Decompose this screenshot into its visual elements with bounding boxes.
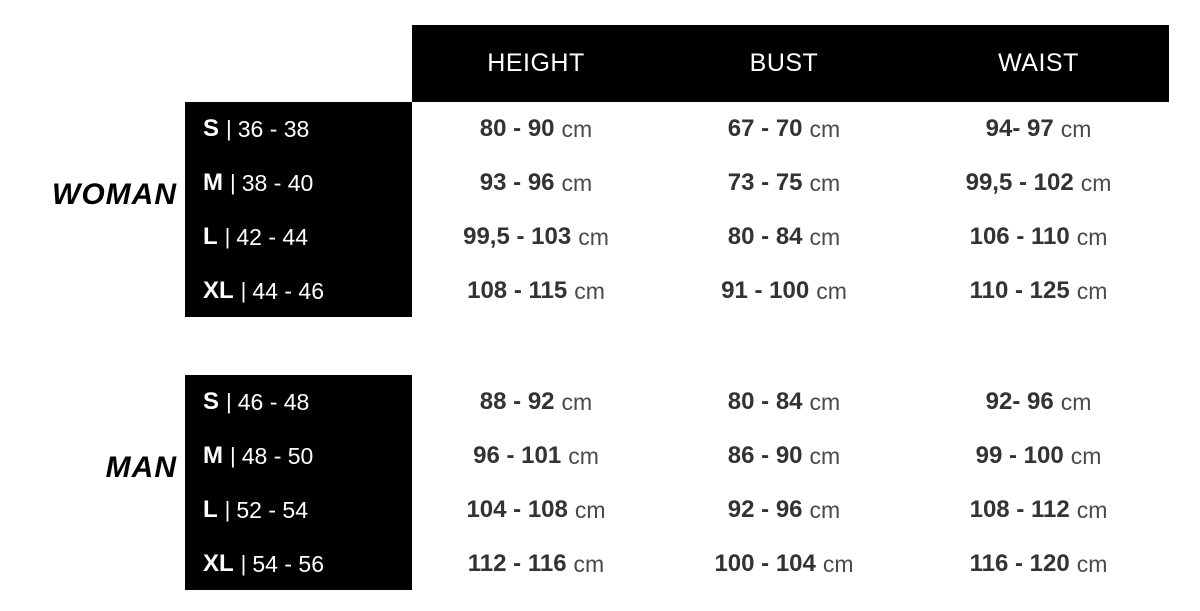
column-header-height: HEIGHT [487, 49, 585, 77]
column-header-bust: BUST [749, 49, 819, 77]
unit-label: cm [809, 496, 841, 523]
size-range: 42 - 44 [236, 223, 308, 250]
table-row [0, 429, 1200, 483]
size-code: XL [203, 277, 234, 304]
bust-value: 80 - 84 [727, 388, 803, 415]
size-code: XL [203, 550, 234, 577]
bust-cell [660, 156, 908, 210]
size-range: 48 - 50 [241, 442, 314, 469]
size-range: 36 - 38 [237, 115, 310, 142]
height-value: 99,5 - 103 [463, 223, 572, 250]
size-code: L [203, 496, 218, 523]
size-separator: | [224, 497, 231, 522]
size-code: L [203, 223, 218, 250]
size-range: 44 - 46 [252, 277, 324, 304]
size-range: 38 - 40 [241, 169, 314, 196]
waist-value: 106 - 110 [969, 223, 1070, 250]
bust-cell [660, 429, 908, 483]
height-cell [412, 102, 660, 156]
unit-label: cm [561, 115, 593, 142]
size-separator: | [226, 116, 232, 141]
waist-cell [908, 483, 1169, 537]
unit-label: cm [568, 442, 599, 469]
size-separator: | [226, 389, 232, 414]
height-value: 108 - 115 [467, 277, 568, 304]
size-code: S [203, 115, 220, 142]
size-separator: | [240, 551, 247, 576]
unit-label: cm [809, 169, 841, 196]
unit-label: cm [1076, 223, 1108, 250]
size-code: S [203, 388, 220, 415]
unit-label: cm [574, 277, 605, 304]
unit-label: cm [1080, 169, 1112, 196]
waist-value: 94- 97 [985, 115, 1054, 142]
unit-label: cm [1060, 115, 1092, 142]
unit-label: cm [809, 442, 841, 469]
waist-value: 99 - 100 [975, 442, 1064, 469]
bust-cell [660, 537, 908, 591]
size-code: M [203, 442, 223, 469]
size-range: 54 - 56 [252, 550, 324, 577]
unit-label: cm [1060, 388, 1092, 415]
height-value: 112 - 116 [467, 550, 567, 577]
size-separator: | [240, 278, 247, 303]
waist-cell [908, 375, 1169, 429]
height-cell [412, 483, 660, 537]
height-cell [412, 375, 660, 429]
bust-cell [660, 375, 908, 429]
table-row [0, 537, 1200, 591]
waist-value: 108 - 112 [969, 496, 1070, 523]
height-cell [412, 264, 660, 318]
unit-label: cm [1076, 550, 1108, 577]
bust-value: 100 - 104 [714, 550, 816, 577]
unit-label: cm [1070, 442, 1102, 469]
size-separator: | [230, 443, 236, 468]
size-separator: | [224, 224, 231, 249]
unit-label: cm [816, 277, 847, 304]
column-header-waist: WAIST [998, 49, 1079, 77]
waist-value: 116 - 120 [969, 550, 1070, 577]
size-cell [185, 429, 412, 483]
table-row [0, 156, 1200, 210]
table-row [0, 210, 1200, 264]
height-value: 104 - 108 [466, 496, 568, 523]
waist-value: 110 - 125 [969, 277, 1070, 304]
bust-value: 80 - 84 [727, 223, 803, 250]
height-cell [412, 156, 660, 210]
unit-label: cm [1076, 277, 1108, 304]
waist-value: 92- 96 [985, 388, 1054, 415]
height-value: 80 - 90 [479, 115, 555, 142]
table-row [0, 264, 1200, 318]
height-cell [412, 537, 660, 591]
bust-cell [660, 483, 908, 537]
bust-value: 73 - 75 [727, 169, 803, 196]
unit-label: cm [561, 169, 593, 196]
size-cell [185, 264, 412, 318]
size-cell [185, 483, 412, 537]
height-cell [412, 429, 660, 483]
waist-value: 99,5 - 102 [965, 169, 1074, 196]
size-cell [185, 375, 412, 429]
table-row [0, 483, 1200, 537]
unit-label: cm [809, 115, 841, 142]
bust-value: 91 - 100 [721, 277, 810, 304]
unit-label: cm [809, 388, 841, 415]
size-cell [185, 102, 412, 156]
height-value: 93 - 96 [479, 169, 555, 196]
unit-label: cm [1076, 496, 1108, 523]
waist-cell [908, 210, 1169, 264]
height-cell [412, 210, 660, 264]
waist-cell [908, 102, 1169, 156]
size-cell [185, 156, 412, 210]
group-label-man: MAN [105, 451, 177, 484]
size-code: M [203, 169, 223, 196]
table-row [0, 102, 1200, 156]
bust-cell [660, 102, 908, 156]
waist-cell [908, 537, 1169, 591]
height-value: 88 - 92 [479, 388, 555, 415]
size-range: 52 - 54 [236, 496, 308, 523]
size-separator: | [230, 170, 236, 195]
height-value: 96 - 101 [473, 442, 562, 469]
bust-cell [660, 210, 908, 264]
waist-cell [908, 156, 1169, 210]
group-label-woman: WOMAN [52, 178, 177, 211]
waist-cell [908, 264, 1169, 318]
bust-cell [660, 264, 908, 318]
unit-label: cm [809, 223, 841, 250]
bust-value: 92 - 96 [727, 496, 803, 523]
size-cell [185, 537, 412, 591]
unit-label: cm [573, 550, 605, 577]
bust-value: 67 - 70 [727, 115, 803, 142]
unit-label: cm [578, 223, 609, 250]
size-range: 46 - 48 [237, 388, 310, 415]
unit-label: cm [822, 550, 854, 577]
unit-label: cm [574, 496, 606, 523]
table-row [0, 375, 1200, 429]
unit-label: cm [561, 388, 593, 415]
size-cell [185, 210, 412, 264]
waist-cell [908, 429, 1169, 483]
bust-value: 86 - 90 [727, 442, 803, 469]
